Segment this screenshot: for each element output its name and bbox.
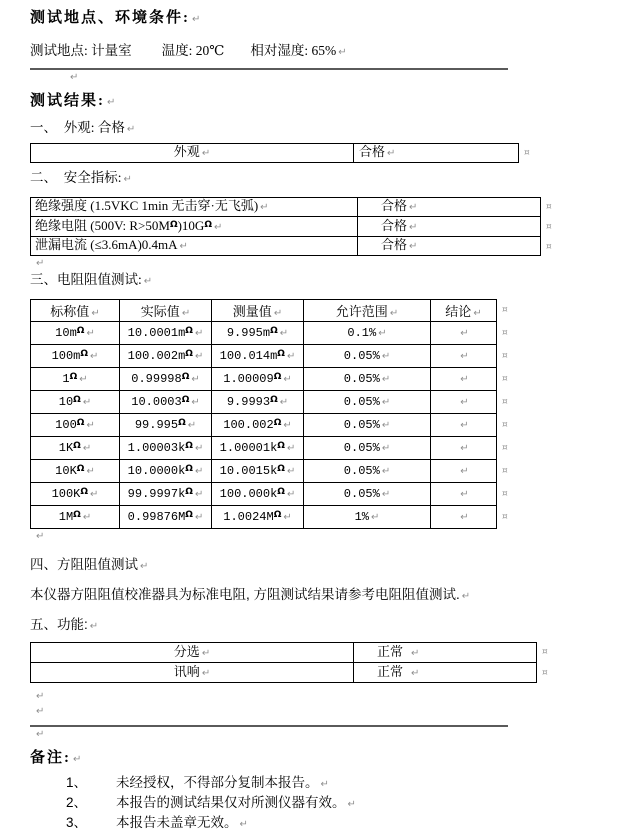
remark-item bbox=[30, 794, 622, 813]
section-title-function: 五、功能: ↵ bbox=[30, 616, 622, 636]
row-end-mark: ¤ bbox=[542, 668, 548, 678]
table-row bbox=[31, 198, 541, 217]
col-header-actual: 实际值 ↵ bbox=[120, 300, 212, 322]
env-line bbox=[30, 42, 622, 62]
col-header-tolerance: 允许范围 ↵ bbox=[304, 300, 431, 322]
nominal-cell: $100K^\Omega$ ↵ bbox=[31, 483, 120, 506]
humidity-text: 相对湿度: 65% ↵ bbox=[250, 43, 346, 58]
table-row bbox=[31, 217, 541, 237]
tolerance-cell: 0.05% ↵ bbox=[304, 437, 431, 460]
row-end-marks bbox=[519, 143, 530, 163]
remark-text: 本报告未盖章无效。 ↵ bbox=[116, 814, 248, 833]
conclusion-cell bbox=[431, 437, 497, 460]
sheet-resistance-note: 本仪器方阻阻值校准器具为标准电阻, 方阻测试结果请参考电阻阻值测试. ↵ bbox=[30, 586, 622, 606]
nominal-cell: $1M^\Omega$ ↵ bbox=[31, 506, 120, 529]
nominal-cell: $10K^\Omega$ ↵ bbox=[31, 460, 120, 483]
function-result-cell: 正常 ↵ bbox=[354, 663, 537, 683]
measured-cell: $100.000k^\Omega$ ↵ bbox=[212, 483, 304, 506]
conclusion-cell bbox=[431, 414, 497, 437]
resistance-table-wrap bbox=[30, 299, 622, 529]
paragraph-mark bbox=[34, 704, 622, 719]
safety-item-cell: 泄漏电流 (≤3.6mA)0.4mA ↵ bbox=[31, 237, 358, 256]
tolerance-cell: 0.05% ↵ bbox=[304, 414, 431, 437]
remark-number: 2、 bbox=[66, 795, 88, 810]
row-end-mark: ¤ bbox=[502, 443, 508, 454]
table-row bbox=[31, 460, 497, 483]
table-row bbox=[31, 237, 541, 256]
section-title-appearance: 一、 外观: 合格 ↵ bbox=[30, 119, 622, 139]
safety-table bbox=[30, 197, 541, 256]
measured-cell: $10.0015k^\Omega$ ↵ bbox=[212, 460, 304, 483]
actual-cell: $99.9997k^\Omega$ ↵ bbox=[120, 483, 212, 506]
section-title-resistance: 三、电阻阻值测试: ↵ bbox=[30, 271, 622, 291]
remark-item bbox=[30, 774, 622, 793]
row-end-mark: ¤ bbox=[502, 420, 508, 431]
row-end-mark: ¤ bbox=[502, 466, 508, 477]
measured-cell: $9.995m^\Omega$ ↵ bbox=[212, 322, 304, 345]
paragraph-mark bbox=[34, 256, 622, 271]
tolerance-cell: 0.05% ↵ bbox=[304, 345, 431, 368]
measured-cell: $1.00009^\Omega$ ↵ bbox=[212, 368, 304, 391]
table-row bbox=[31, 663, 537, 683]
table-row bbox=[31, 483, 497, 506]
env-heading bbox=[30, 8, 622, 30]
table-row bbox=[31, 437, 497, 460]
function-item-cell: 分选 ↵ bbox=[31, 643, 354, 663]
table-row bbox=[31, 643, 537, 663]
section-title-sheet-resistance: 四、方阻阻值测试 ↵ bbox=[30, 556, 622, 576]
conclusion-cell bbox=[431, 345, 497, 368]
table-row bbox=[31, 368, 497, 391]
table-row bbox=[31, 391, 497, 414]
actual-cell: $0.99998^\Omega$ ↵ bbox=[120, 368, 212, 391]
section-title-safety: 二、 安全指标: ↵ bbox=[30, 169, 622, 189]
temperature-text: 温度: 20℃ bbox=[161, 43, 225, 58]
remark-text: 本报告的测试结果仅对所测仪器有效。 ↵ bbox=[116, 794, 356, 813]
col-header-measured: 测量值 ↵ bbox=[212, 300, 304, 322]
function-table-wrap bbox=[30, 642, 622, 683]
function-result-cell: 正常 ↵ bbox=[354, 643, 537, 663]
row-end-mark: ¤ bbox=[502, 373, 508, 384]
actual-cell: $10.0000k^\Omega$ ↵ bbox=[120, 460, 212, 483]
actual-cell: $99.995^\Omega$ ↵ bbox=[120, 414, 212, 437]
row-end-mark: ¤ bbox=[524, 147, 530, 158]
actual-cell: $0.99876M^\Omega$ ↵ bbox=[120, 506, 212, 529]
paragraph-mark bbox=[34, 529, 622, 544]
remarks-section bbox=[30, 748, 622, 833]
row-end-mark: ¤ bbox=[546, 201, 552, 212]
results-heading bbox=[30, 91, 622, 113]
resistance-table bbox=[30, 299, 497, 529]
conclusion-cell bbox=[431, 506, 497, 529]
conclusion-cell bbox=[431, 368, 497, 391]
measured-cell: $9.9993^\Omega$ ↵ bbox=[212, 391, 304, 414]
safety-result-cell: 合格 ↵ bbox=[358, 217, 541, 237]
table-row bbox=[31, 345, 497, 368]
function-table bbox=[30, 642, 537, 683]
remarks-heading: 备注: ↵ bbox=[30, 748, 622, 770]
remark-text: 未经授权，不得部分复制本报告。 ↵ bbox=[116, 774, 329, 793]
remark-item bbox=[30, 814, 622, 833]
measured-cell: $100.014m^\Omega$ ↵ bbox=[212, 345, 304, 368]
row-end-mark: ¤ bbox=[502, 305, 508, 315]
function-item-cell: 讯响 ↵ bbox=[31, 663, 354, 683]
col-header-conclusion: 结论 ↵ bbox=[431, 300, 497, 322]
paragraph-mark bbox=[34, 727, 622, 742]
appearance-table bbox=[30, 143, 519, 163]
measured-cell: $1.0024M^\Omega$ ↵ bbox=[212, 506, 304, 529]
row-end-marks bbox=[541, 197, 552, 256]
conclusion-cell bbox=[431, 322, 497, 345]
row-end-mark: ¤ bbox=[502, 512, 508, 523]
actual-cell: $100.002m^\Omega$ ↵ bbox=[120, 345, 212, 368]
tolerance-cell: 0.05% ↵ bbox=[304, 483, 431, 506]
row-end-mark: ¤ bbox=[542, 647, 548, 657]
actual-cell: $1.00003k^\Omega$ ↵ bbox=[120, 437, 212, 460]
row-end-mark: ¤ bbox=[502, 396, 508, 407]
actual-cell: $10.0003^\Omega$ ↵ bbox=[120, 391, 212, 414]
conclusion-cell bbox=[431, 460, 497, 483]
row-end-mark: ¤ bbox=[502, 350, 508, 361]
table-row bbox=[31, 506, 497, 529]
nominal-cell: $10m^\Omega$ ↵ bbox=[31, 322, 120, 345]
paragraph-mark bbox=[68, 70, 622, 85]
row-end-marks bbox=[537, 642, 548, 683]
row-end-mark: ¤ bbox=[502, 327, 508, 338]
row-end-marks bbox=[497, 299, 508, 529]
nominal-cell: $1K^\Omega$ ↵ bbox=[31, 437, 120, 460]
row-end-mark: ¤ bbox=[502, 489, 508, 500]
test-location-text: 测试地点: 计量室 bbox=[30, 43, 132, 58]
measured-cell: $100.002^\Omega$ ↵ bbox=[212, 414, 304, 437]
remark-number: 1、 bbox=[66, 775, 88, 790]
tolerance-cell: 0.05% ↵ bbox=[304, 391, 431, 414]
safety-result-cell: 合格 ↵ bbox=[358, 198, 541, 217]
appearance-table-wrap bbox=[30, 143, 622, 163]
row-end-mark: ¤ bbox=[546, 241, 552, 252]
row-end-mark: ¤ bbox=[546, 221, 552, 232]
table-row bbox=[31, 322, 497, 345]
remark-number: 3、 bbox=[66, 815, 88, 830]
nominal-cell: $100^\Omega$ ↵ bbox=[31, 414, 120, 437]
measured-cell: $1.00001k^\Omega$ ↵ bbox=[212, 437, 304, 460]
tolerance-cell: 0.05% ↵ bbox=[304, 368, 431, 391]
conclusion-cell bbox=[431, 391, 497, 414]
paragraph-mark bbox=[34, 689, 622, 704]
safety-table-wrap bbox=[30, 197, 622, 256]
safety-item-cell: 绝缘强度 (1.5VKC 1min 无击穿·无飞弧) ↵ bbox=[31, 198, 358, 217]
safety-result-cell: 合格 ↵ bbox=[358, 237, 541, 256]
tolerance-cell: 0.05% ↵ bbox=[304, 460, 431, 483]
table-row bbox=[31, 144, 519, 163]
nominal-cell: $1^\Omega$ ↵ bbox=[31, 368, 120, 391]
col-header-nominal: 标称值 ↵ bbox=[31, 300, 120, 322]
env-heading-text: 测试地点、环境条件: ↵ bbox=[30, 10, 200, 26]
actual-cell: $10.0001m^\Omega$ ↵ bbox=[120, 322, 212, 345]
table-header-row bbox=[31, 300, 497, 322]
appearance-result-cell: 合格 ↵ bbox=[354, 144, 519, 163]
table-row bbox=[31, 414, 497, 437]
nominal-cell: $100m^\Omega$ ↵ bbox=[31, 345, 120, 368]
nominal-cell: $10^\Omega$ ↵ bbox=[31, 391, 120, 414]
tolerance-cell: 1% ↵ bbox=[304, 506, 431, 529]
results-heading-text: 测试结果: ↵ bbox=[30, 93, 115, 109]
safety-item-cell: 绝缘电阻 (500V: $R>50M^\Omega)10G^\Omega$ ↵ bbox=[31, 217, 358, 237]
appearance-item-cell: 外观 ↵ bbox=[31, 144, 354, 163]
conclusion-cell bbox=[431, 483, 497, 506]
tolerance-cell: 0.1% ↵ bbox=[304, 322, 431, 345]
